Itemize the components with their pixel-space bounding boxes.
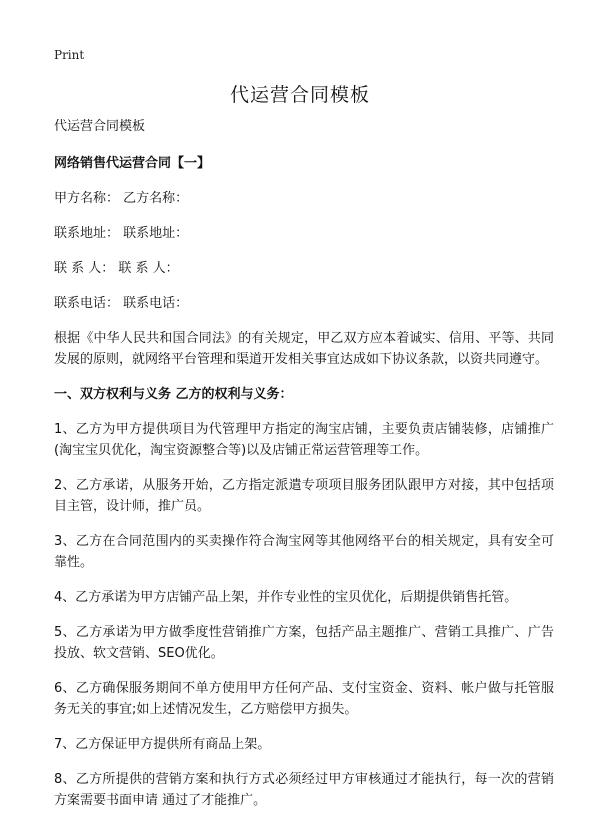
clause-5: 5、乙方承诺为甲方做季度性营销推广方案，包括产品主题推广、营销工具推广、广告投放、软文营销、SEO优化。 (54, 625, 554, 661)
address-line: 联系地址： 联系地址： (54, 226, 189, 241)
document-subtitle: 代运营合同模板 (54, 119, 146, 134)
phone-line: 联系电话： 联系电话： (54, 296, 189, 311)
party-names-line: 甲方名称： 乙方名称： (54, 191, 189, 206)
contact-person-line: 联 系 人： 联 系 人： (54, 261, 179, 276)
preamble-paragraph: 根据《中华人民共和国合同法》的有关规定，甲乙双方应本着诚实、信用、平等、共同发展的原则，就网络平台管理和渠道开发相关事宜达成如下协议条款，以资共同遵守。 (54, 331, 554, 367)
section-heading: 网络销售代运营合同【一】 (54, 156, 211, 171)
clause-2: 2、乙方承诺，从服务开始，乙方指定派遣专项项目服务团队跟甲方对接，其中包括项目主管，设计师，推广员。 (54, 478, 554, 514)
document-body (54, 116, 554, 825)
clause-8: 8、乙方所提供的营销方案和执行方式必须经过甲方审核通过才能执行，每一次的营销方案需要书面申请 通过了才能推广。 (54, 772, 554, 808)
page-title: 代运营合同模板 (229, 84, 370, 106)
clause-1: 1、乙方为甲方提供项目为代管理甲方指定的淘宝店铺，主要负责店铺装修，店铺推广(淘宝宝贝优化，淘宝资源整合等)以及店铺正常运营管理等工作。 (54, 422, 554, 458)
rights-obligations-heading: 一、双方权利与义务 乙方的权利与义务： (54, 387, 293, 402)
clause-6: 6、乙方确保服务期间不单方使用甲方任何产品、支付宝资金、资料、帐户做与托管服务无关的事宜;如上述情况发生，乙方赔偿甲方损失。 (54, 681, 554, 717)
print-link[interactable]: Print (54, 48, 85, 62)
clause-7: 7、乙方保证甲方提供所有商品上架。 (54, 737, 271, 752)
clause-3: 3、乙方在合同范围内的买卖操作符合淘宝网等其他网络平台的相关规定，具有安全可靠性。 (54, 534, 554, 570)
clause-4: 4、乙方承诺为甲方店铺产品上架，并作专业性的宝贝优化，后期提供销售托管。 (54, 590, 518, 605)
